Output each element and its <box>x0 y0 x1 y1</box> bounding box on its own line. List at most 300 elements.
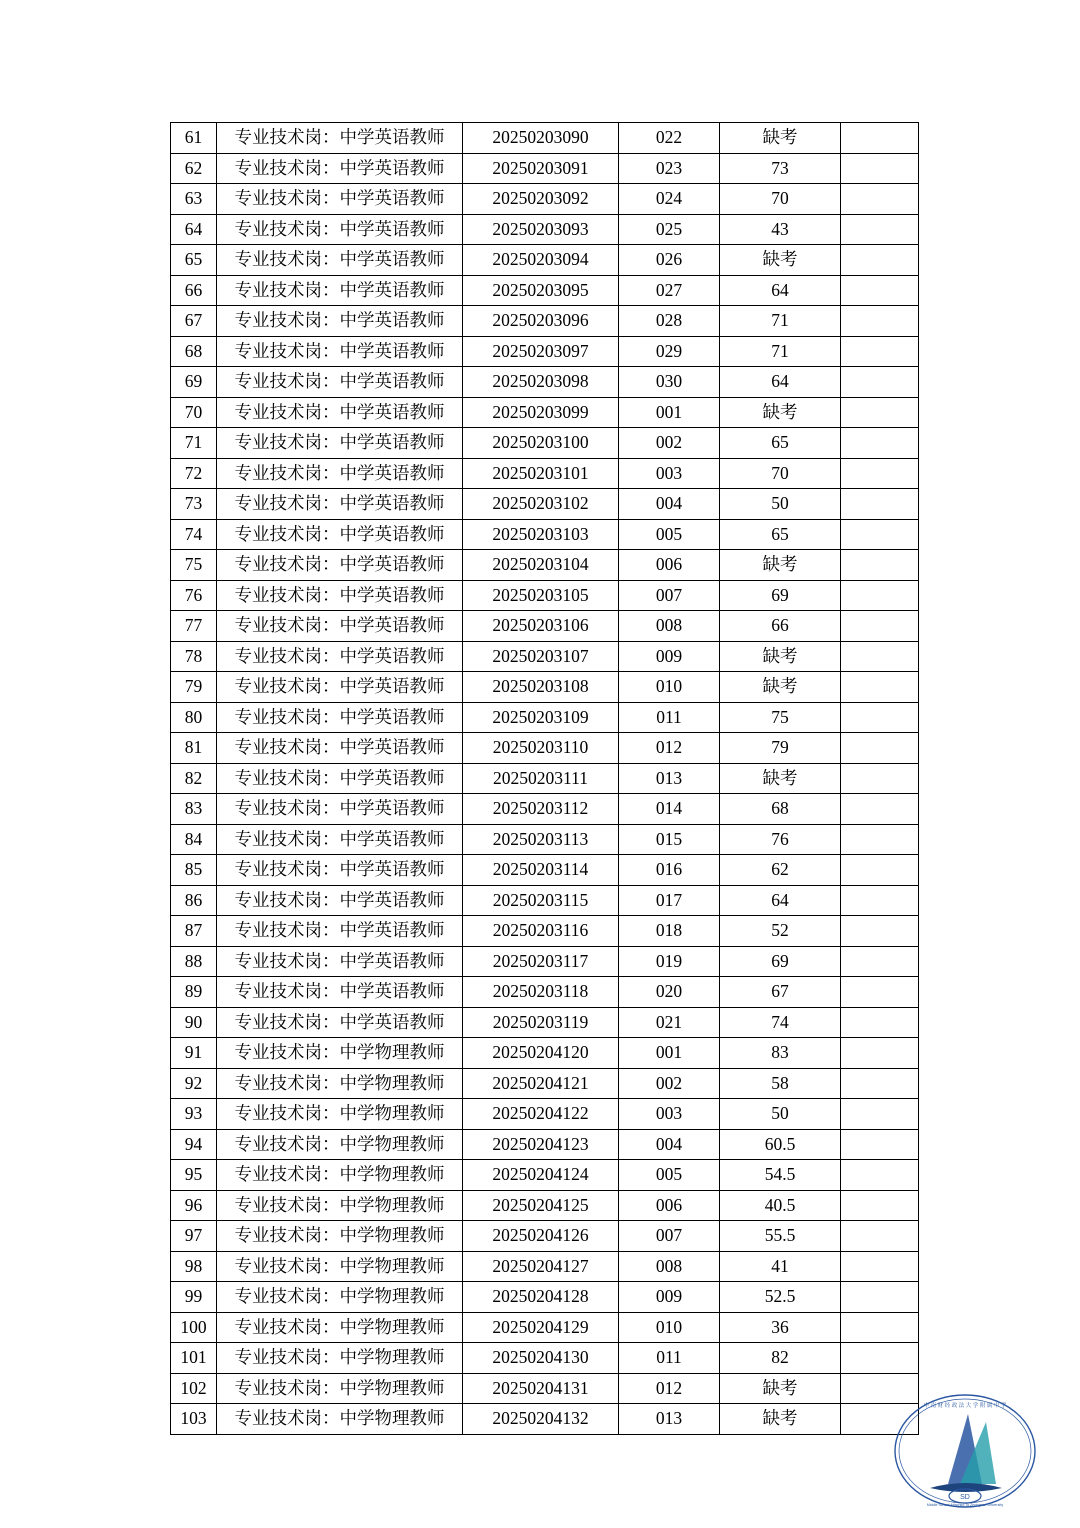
row-index: 96 <box>171 1190 217 1221</box>
row-score: 74 <box>720 1007 841 1038</box>
row-note <box>841 1038 919 1069</box>
row-score: 缺考 <box>720 123 841 154</box>
row-score: 62 <box>720 855 841 886</box>
row-note <box>841 763 919 794</box>
row-score: 68 <box>720 794 841 825</box>
row-seat-number: 028 <box>619 306 720 337</box>
table-row <box>171 367 919 398</box>
row-post: 专业技术岗：中学物理教师 <box>217 1282 463 1313</box>
row-index: 80 <box>171 702 217 733</box>
row-score: 67 <box>720 977 841 1008</box>
row-score: 76 <box>720 824 841 855</box>
row-note <box>841 1099 919 1130</box>
row-seat-number: 010 <box>619 672 720 703</box>
row-note <box>841 1343 919 1374</box>
row-index: 88 <box>171 946 217 977</box>
row-seat-number: 009 <box>619 1282 720 1313</box>
row-index: 64 <box>171 214 217 245</box>
row-post: 专业技术岗：中学英语教师 <box>217 336 463 367</box>
row-seat-number: 024 <box>619 184 720 215</box>
row-index: 71 <box>171 428 217 459</box>
row-score: 缺考 <box>720 1404 841 1435</box>
row-index: 103 <box>171 1404 217 1435</box>
row-score: 64 <box>720 885 841 916</box>
table-row <box>171 916 919 947</box>
row-ticket-number: 20250203106 <box>463 611 619 642</box>
row-ticket-number: 20250203101 <box>463 458 619 489</box>
row-score: 40.5 <box>720 1190 841 1221</box>
table-row <box>171 458 919 489</box>
row-post: 专业技术岗：中学英语教师 <box>217 245 463 276</box>
row-ticket-number: 20250204123 <box>463 1129 619 1160</box>
row-index: 65 <box>171 245 217 276</box>
row-post: 专业技术岗：中学英语教师 <box>217 855 463 886</box>
row-score: 缺考 <box>720 641 841 672</box>
row-seat-number: 001 <box>619 397 720 428</box>
row-ticket-number: 20250203108 <box>463 672 619 703</box>
row-index: 75 <box>171 550 217 581</box>
table-row <box>171 397 919 428</box>
row-score: 71 <box>720 336 841 367</box>
row-seat-number: 010 <box>619 1312 720 1343</box>
row-seat-number: 013 <box>619 1404 720 1435</box>
row-index: 72 <box>171 458 217 489</box>
row-note <box>841 641 919 672</box>
row-index: 89 <box>171 977 217 1008</box>
table-row <box>171 946 919 977</box>
row-ticket-number: 20250203099 <box>463 397 619 428</box>
row-seat-number: 004 <box>619 1129 720 1160</box>
row-note <box>841 153 919 184</box>
row-ticket-number: 20250203102 <box>463 489 619 520</box>
row-ticket-number: 20250203116 <box>463 916 619 947</box>
table-row <box>171 1007 919 1038</box>
row-score: 缺考 <box>720 397 841 428</box>
row-index: 87 <box>171 916 217 947</box>
row-post: 专业技术岗：中学物理教师 <box>217 1312 463 1343</box>
table-row <box>171 336 919 367</box>
row-ticket-number: 20250203091 <box>463 153 619 184</box>
row-score: 73 <box>720 153 841 184</box>
row-index: 77 <box>171 611 217 642</box>
table-row <box>171 428 919 459</box>
table-row <box>171 855 919 886</box>
row-post: 专业技术岗：中学英语教师 <box>217 275 463 306</box>
row-score: 64 <box>720 367 841 398</box>
row-seat-number: 022 <box>619 123 720 154</box>
table-row <box>171 580 919 611</box>
table-row <box>171 245 919 276</box>
score-table <box>170 122 919 1435</box>
row-seat-number: 016 <box>619 855 720 886</box>
row-seat-number: 008 <box>619 611 720 642</box>
row-post: 专业技术岗：中学物理教师 <box>217 1190 463 1221</box>
row-post: 专业技术岗：中学英语教师 <box>217 489 463 520</box>
row-score: 60.5 <box>720 1129 841 1160</box>
row-post: 专业技术岗：中学物理教师 <box>217 1373 463 1404</box>
row-note <box>841 1282 919 1313</box>
table-row <box>171 214 919 245</box>
row-seat-number: 002 <box>619 1068 720 1099</box>
row-post: 专业技术岗：中学英语教师 <box>217 306 463 337</box>
row-note <box>841 946 919 977</box>
row-seat-number: 018 <box>619 916 720 947</box>
row-post: 专业技术岗：中学英语教师 <box>217 580 463 611</box>
row-ticket-number: 20250204127 <box>463 1251 619 1282</box>
row-index: 81 <box>171 733 217 764</box>
row-ticket-number: 20250203104 <box>463 550 619 581</box>
table-row <box>171 702 919 733</box>
table-row <box>171 1251 919 1282</box>
row-seat-number: 007 <box>619 1221 720 1252</box>
row-index: 82 <box>171 763 217 794</box>
row-ticket-number: 20250204132 <box>463 1404 619 1435</box>
row-seat-number: 006 <box>619 550 720 581</box>
row-post: 专业技术岗：中学英语教师 <box>217 123 463 154</box>
row-note <box>841 489 919 520</box>
row-post: 专业技术岗：中学英语教师 <box>217 214 463 245</box>
row-seat-number: 015 <box>619 824 720 855</box>
row-score: 83 <box>720 1038 841 1069</box>
row-note <box>841 1160 919 1191</box>
row-index: 76 <box>171 580 217 611</box>
row-index: 79 <box>171 672 217 703</box>
row-score: 70 <box>720 184 841 215</box>
row-post: 专业技术岗：中学物理教师 <box>217 1343 463 1374</box>
row-score: 50 <box>720 489 841 520</box>
row-index: 100 <box>171 1312 217 1343</box>
table-row <box>171 1160 919 1191</box>
row-ticket-number: 20250203090 <box>463 123 619 154</box>
row-ticket-number: 20250203118 <box>463 977 619 1008</box>
row-ticket-number: 20250203113 <box>463 824 619 855</box>
row-note <box>841 458 919 489</box>
row-post: 专业技术岗：中学英语教师 <box>217 641 463 672</box>
row-post: 专业技术岗：中学英语教师 <box>217 916 463 947</box>
row-note <box>841 397 919 428</box>
row-score: 69 <box>720 946 841 977</box>
row-post: 专业技术岗：中学英语教师 <box>217 977 463 1008</box>
row-seat-number: 012 <box>619 733 720 764</box>
row-score: 71 <box>720 306 841 337</box>
row-ticket-number: 20250203112 <box>463 794 619 825</box>
row-score: 54.5 <box>720 1160 841 1191</box>
row-seat-number: 025 <box>619 214 720 245</box>
row-index: 93 <box>171 1099 217 1130</box>
table-row <box>171 885 919 916</box>
row-index: 78 <box>171 641 217 672</box>
row-score: 缺考 <box>720 245 841 276</box>
row-ticket-number: 20250203114 <box>463 855 619 886</box>
row-score: 58 <box>720 1068 841 1099</box>
row-index: 90 <box>171 1007 217 1038</box>
row-seat-number: 011 <box>619 1343 720 1374</box>
row-seat-number: 008 <box>619 1251 720 1282</box>
row-ticket-number: 20250203100 <box>463 428 619 459</box>
row-seat-number: 012 <box>619 1373 720 1404</box>
row-index: 74 <box>171 519 217 550</box>
row-score: 缺考 <box>720 672 841 703</box>
row-post: 专业技术岗：中学物理教师 <box>217 1404 463 1435</box>
row-post: 专业技术岗：中学英语教师 <box>217 550 463 581</box>
row-score: 70 <box>720 458 841 489</box>
row-index: 66 <box>171 275 217 306</box>
row-ticket-number: 20250203119 <box>463 1007 619 1038</box>
row-note <box>841 214 919 245</box>
row-ticket-number: 20250203115 <box>463 885 619 916</box>
row-seat-number: 005 <box>619 1160 720 1191</box>
row-score: 65 <box>720 519 841 550</box>
row-note <box>841 1251 919 1282</box>
row-note <box>841 733 919 764</box>
table-row <box>171 1404 919 1435</box>
row-note <box>841 1221 919 1252</box>
row-note <box>841 702 919 733</box>
row-index: 99 <box>171 1282 217 1313</box>
row-post: 专业技术岗：中学英语教师 <box>217 397 463 428</box>
row-index: 86 <box>171 885 217 916</box>
row-seat-number: 006 <box>619 1190 720 1221</box>
table-row <box>171 550 919 581</box>
table-row <box>171 1221 919 1252</box>
svg-text:SD: SD <box>960 1494 970 1501</box>
row-seat-number: 003 <box>619 1099 720 1130</box>
row-ticket-number: 20250204121 <box>463 1068 619 1099</box>
row-post: 专业技术岗：中学英语教师 <box>217 458 463 489</box>
row-ticket-number: 20250203107 <box>463 641 619 672</box>
row-score: 43 <box>720 214 841 245</box>
row-seat-number: 011 <box>619 702 720 733</box>
row-note <box>841 794 919 825</box>
row-note <box>841 977 919 1008</box>
table-row <box>171 1038 919 1069</box>
svg-text:中 南 财 经 政 法 大 学 附 属 中 学: 中 南 财 经 政 法 大 学 附 属 中 学 <box>923 1403 1007 1409</box>
row-seat-number: 023 <box>619 153 720 184</box>
row-post: 专业技术岗：中学英语教师 <box>217 611 463 642</box>
table-row <box>171 184 919 215</box>
row-score: 缺考 <box>720 550 841 581</box>
row-index: 85 <box>171 855 217 886</box>
row-post: 专业技术岗：中学英语教师 <box>217 1007 463 1038</box>
row-index: 63 <box>171 184 217 215</box>
table-row <box>171 1282 919 1313</box>
row-ticket-number: 20250204124 <box>463 1160 619 1191</box>
row-ticket-number: 20250203109 <box>463 702 619 733</box>
row-score: 55.5 <box>720 1221 841 1252</box>
row-ticket-number: 20250204120 <box>463 1038 619 1069</box>
row-score: 64 <box>720 275 841 306</box>
row-post: 专业技术岗：中学物理教师 <box>217 1160 463 1191</box>
row-ticket-number: 20250204122 <box>463 1099 619 1130</box>
row-index: 95 <box>171 1160 217 1191</box>
row-note <box>841 1007 919 1038</box>
row-ticket-number: 20250203094 <box>463 245 619 276</box>
row-index: 61 <box>171 123 217 154</box>
row-index: 91 <box>171 1038 217 1069</box>
row-score: 36 <box>720 1312 841 1343</box>
row-note <box>841 123 919 154</box>
row-ticket-number: 20250203092 <box>463 184 619 215</box>
row-seat-number: 030 <box>619 367 720 398</box>
row-post: 专业技术岗：中学英语教师 <box>217 519 463 550</box>
row-seat-number: 001 <box>619 1038 720 1069</box>
row-post: 专业技术岗：中学英语教师 <box>217 946 463 977</box>
row-post: 专业技术岗：中学英语教师 <box>217 885 463 916</box>
row-index: 102 <box>171 1373 217 1404</box>
row-seat-number: 013 <box>619 763 720 794</box>
row-ticket-number: 20250203095 <box>463 275 619 306</box>
row-note <box>841 611 919 642</box>
row-index: 83 <box>171 794 217 825</box>
row-note <box>841 367 919 398</box>
row-note <box>841 336 919 367</box>
row-post: 专业技术岗：中学物理教师 <box>217 1068 463 1099</box>
row-note <box>841 1129 919 1160</box>
row-note <box>841 519 919 550</box>
table-row <box>171 306 919 337</box>
row-score: 41 <box>720 1251 841 1282</box>
row-score: 52.5 <box>720 1282 841 1313</box>
table-row <box>171 1190 919 1221</box>
row-index: 94 <box>171 1129 217 1160</box>
table-row <box>171 672 919 703</box>
school-seal-logo <box>890 1392 1040 1510</box>
row-index: 62 <box>171 153 217 184</box>
row-post: 专业技术岗：中学物理教师 <box>217 1038 463 1069</box>
row-score: 50 <box>720 1099 841 1130</box>
row-ticket-number: 20250203105 <box>463 580 619 611</box>
table-row <box>171 794 919 825</box>
row-seat-number: 029 <box>619 336 720 367</box>
row-ticket-number: 20250204126 <box>463 1221 619 1252</box>
row-post: 专业技术岗：中学英语教师 <box>217 428 463 459</box>
table-row <box>171 733 919 764</box>
row-note <box>841 672 919 703</box>
row-post: 专业技术岗：中学英语教师 <box>217 763 463 794</box>
table-row <box>171 611 919 642</box>
row-ticket-number: 20250203096 <box>463 306 619 337</box>
table-row <box>171 763 919 794</box>
svg-text:Middle School Attached To Zhon: Middle School Attached To Zhongnan University <box>926 1503 1004 1507</box>
row-seat-number: 021 <box>619 1007 720 1038</box>
row-index: 84 <box>171 824 217 855</box>
row-ticket-number: 20250203117 <box>463 946 619 977</box>
row-index: 70 <box>171 397 217 428</box>
row-seat-number: 009 <box>619 641 720 672</box>
row-score: 缺考 <box>720 763 841 794</box>
row-seat-number: 005 <box>619 519 720 550</box>
row-note <box>841 1068 919 1099</box>
row-score: 75 <box>720 702 841 733</box>
row-index: 69 <box>171 367 217 398</box>
table-row <box>171 1373 919 1404</box>
row-score: 79 <box>720 733 841 764</box>
row-seat-number: 003 <box>619 458 720 489</box>
row-seat-number: 007 <box>619 580 720 611</box>
row-ticket-number: 20250203093 <box>463 214 619 245</box>
table-row <box>171 1343 919 1374</box>
row-post: 专业技术岗：中学物理教师 <box>217 1251 463 1282</box>
row-note <box>841 916 919 947</box>
row-note <box>841 428 919 459</box>
row-note <box>841 550 919 581</box>
row-ticket-number: 20250204129 <box>463 1312 619 1343</box>
table-row <box>171 1099 919 1130</box>
row-note <box>841 245 919 276</box>
row-post: 专业技术岗：中学英语教师 <box>217 794 463 825</box>
row-post: 专业技术岗：中学英语教师 <box>217 702 463 733</box>
row-ticket-number: 20250203097 <box>463 336 619 367</box>
table-row <box>171 123 919 154</box>
row-score: 82 <box>720 1343 841 1374</box>
row-ticket-number: 20250203098 <box>463 367 619 398</box>
row-score: 缺考 <box>720 1373 841 1404</box>
row-post: 专业技术岗：中学英语教师 <box>217 367 463 398</box>
table-row <box>171 824 919 855</box>
row-post: 专业技术岗：中学物理教师 <box>217 1129 463 1160</box>
row-index: 98 <box>171 1251 217 1282</box>
row-ticket-number: 20250204128 <box>463 1282 619 1313</box>
table-row <box>171 489 919 520</box>
row-seat-number: 019 <box>619 946 720 977</box>
row-post: 专业技术岗：中学英语教师 <box>217 733 463 764</box>
table-row <box>171 519 919 550</box>
row-note <box>841 1190 919 1221</box>
row-ticket-number: 20250204130 <box>463 1343 619 1374</box>
row-index: 92 <box>171 1068 217 1099</box>
row-score: 65 <box>720 428 841 459</box>
row-ticket-number: 20250203111 <box>463 763 619 794</box>
row-index: 73 <box>171 489 217 520</box>
table-row <box>171 1129 919 1160</box>
row-index: 68 <box>171 336 217 367</box>
row-ticket-number: 20250203110 <box>463 733 619 764</box>
row-post: 专业技术岗：中学物理教师 <box>217 1221 463 1252</box>
row-note <box>841 1312 919 1343</box>
row-seat-number: 004 <box>619 489 720 520</box>
row-note <box>841 824 919 855</box>
row-seat-number: 020 <box>619 977 720 1008</box>
row-note <box>841 855 919 886</box>
row-score: 66 <box>720 611 841 642</box>
row-post: 专业技术岗：中学英语教师 <box>217 184 463 215</box>
table-row <box>171 1068 919 1099</box>
row-ticket-number: 20250204125 <box>463 1190 619 1221</box>
table-row <box>171 153 919 184</box>
row-index: 67 <box>171 306 217 337</box>
row-note <box>841 275 919 306</box>
row-ticket-number: 20250203103 <box>463 519 619 550</box>
table-row <box>171 641 919 672</box>
row-score: 69 <box>720 580 841 611</box>
score-table-body <box>171 123 919 1435</box>
row-seat-number: 026 <box>619 245 720 276</box>
row-note <box>841 580 919 611</box>
row-post: 专业技术岗：中学英语教师 <box>217 153 463 184</box>
row-note <box>841 885 919 916</box>
row-note <box>841 184 919 215</box>
table-row <box>171 275 919 306</box>
row-index: 97 <box>171 1221 217 1252</box>
row-post: 专业技术岗：中学英语教师 <box>217 824 463 855</box>
row-post: 专业技术岗：中学物理教师 <box>217 1099 463 1130</box>
row-seat-number: 027 <box>619 275 720 306</box>
row-seat-number: 002 <box>619 428 720 459</box>
table-row <box>171 977 919 1008</box>
row-seat-number: 017 <box>619 885 720 916</box>
row-seat-number: 014 <box>619 794 720 825</box>
table-row <box>171 1312 919 1343</box>
